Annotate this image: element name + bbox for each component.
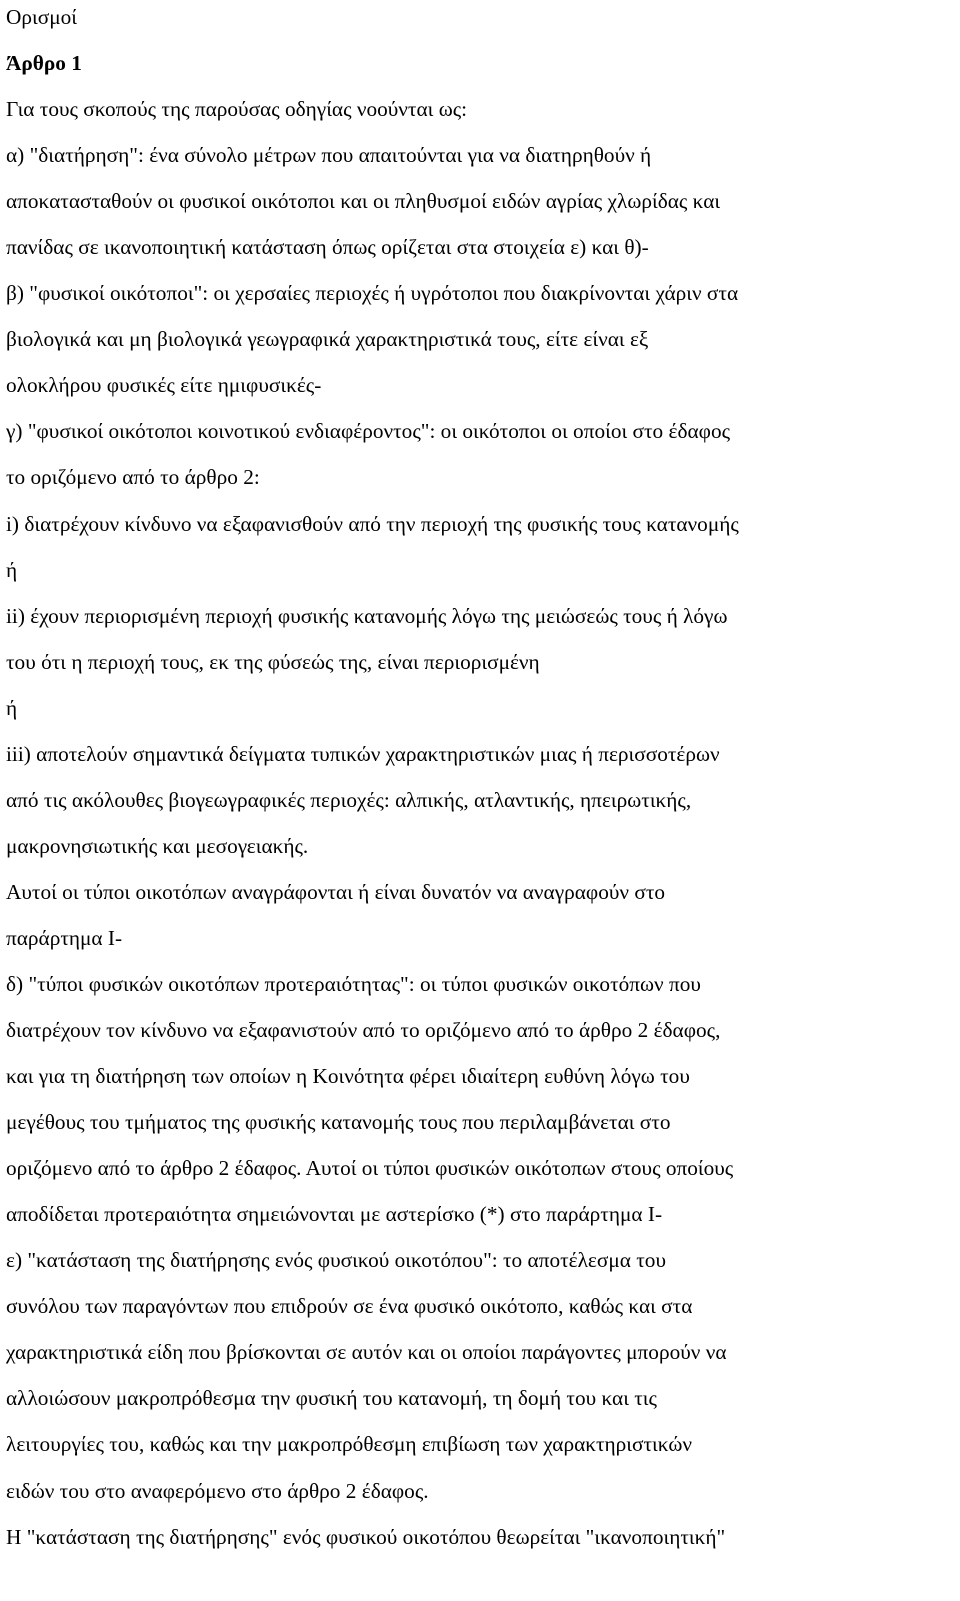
text-line: αποκατασταθούν οι φυσικοί οικότοποι και οι πληθυσμοί ειδών αγρίας χλωρίδας και (6, 189, 721, 214)
text-line: δ) "τύποι φυσικών οικοτόπων προτεραιότητας": οι τύποι φυσικών οικοτόπων που (6, 971, 701, 996)
text-line: ε) "κατάσταση της διατήρησης ενός φυσικού οικοτόπου": το αποτέλεσμα του (6, 1248, 666, 1273)
text-line: βιολογικά και μη βιολογικά γεωγραφικά χαρακτηριστικά τους, είτε είναι εξ (6, 327, 649, 352)
text-line: Η "κατάσταση της διατήρησης" ενός φυσικού οικοτόπου θεωρείται "ικανοποιητική" (6, 1524, 726, 1549)
text-line: i) διατρέχουν κίνδυνο να εξαφανισθούν από την περιοχή της φυσικής τους κατανομής (6, 511, 739, 536)
text-line: διατρέχουν τον κίνδυνο να εξαφανιστούν από το οριζόμενο από το άρθρο 2 έδαφος, (6, 1018, 721, 1043)
text-line: μακρονησιωτικής και μεσογειακής. (6, 833, 309, 858)
text-line: παράρτημα Ι- (6, 925, 123, 950)
text-line: και για τη διατήρηση των οποίων η Κοινότητα φέρει ιδιαίτερη ευθύνη λόγω του (6, 1064, 690, 1089)
text-line: Για τους σκοπούς της παρούσας οδηγίας νοούνται ως: (6, 97, 468, 122)
text-line: ή (6, 557, 18, 582)
text-line: ii) έχουν περιορισμένη περιοχή φυσικής κατανομής λόγω της μειώσεώς τους ή λόγω (6, 603, 728, 628)
text-line: ολοκλήρου φυσικές είτε ημιφυσικές- (6, 373, 322, 398)
text-line: λειτουργίες του, καθώς και την μακροπρόθεσμη επιβίωση των χαρακτηριστικών (6, 1432, 692, 1457)
document-page (6, 0, 954, 1560)
text-line: αλλοιώσουν μακροπρόθεσμα την φυσική του κατανομή, τη δομή του και τις (6, 1386, 657, 1411)
text-line: αποδίδεται προτεραιότητα σημειώνονται με αστερίσκο (*) στο παράρτημα Ι- (6, 1202, 663, 1227)
text-line: ή (6, 695, 18, 720)
text-line: Αυτοί οι τύποι οικοτόπων αναγράφονται ή είναι δυνατόν να αναγραφούν στο (6, 879, 666, 904)
text-line: ειδών του στο αναφερόμενο στο άρθρο 2 έδαφος. (6, 1478, 429, 1503)
section-title: Ορισμοί (6, 5, 78, 29)
article-heading: Άρθρο 1 (6, 51, 82, 76)
text-line: του ότι η περιοχή τους, εκ της φύσεώς της, είναι περιορισμένη (6, 649, 540, 674)
text-line: συνόλου των παραγόντων που επιδρούν σε ένα φυσικό οικότοπο, καθώς και στα (6, 1294, 693, 1319)
text-line: χαρακτηριστικά είδη που βρίσκονται σε αυτόν και οι οποίοι παράγοντες μπορούν να (6, 1340, 727, 1365)
text-line: το οριζόμενο από το άρθρο 2: (6, 465, 260, 490)
text-line: α) "διατήρηση": ένα σύνολο μέτρων που απαιτούνται για να διατηρηθούν ή (6, 143, 652, 168)
text-line: οριζόμενο από το άρθρο 2 έδαφος. Αυτοί οι τύποι φυσικών οικότοπων στους οποίους (6, 1156, 734, 1181)
text-line: iii) αποτελούν σημαντικά δείγματα τυπικών χαρακτηριστικών μιας ή περισσοτέρων (6, 741, 720, 766)
text-line: από τις ακόλουθες βιογεωγραφικές περιοχές: αλπικής, ατλαντικής, ηπειρωτικής, (6, 787, 692, 812)
text-line: γ) "φυσικοί οικότοποι κοινοτικού ενδιαφέροντος": οι οικότοποι οι οποίοι στο έδαφος (6, 419, 731, 444)
text-line: β) "φυσικοί οικότοποι": οι χερσαίες περιοχές ή υγρότοποι που διακρίνονται χάριν στα (6, 281, 739, 306)
text-line: πανίδας σε ικανοποιητική κατάσταση όπως ορίζεται στα στοιχεία ε) και θ)- (6, 235, 649, 260)
text-line: μεγέθους του τμήματος της φυσικής κατανομής τους που περιλαμβάνεται στο (6, 1110, 671, 1135)
